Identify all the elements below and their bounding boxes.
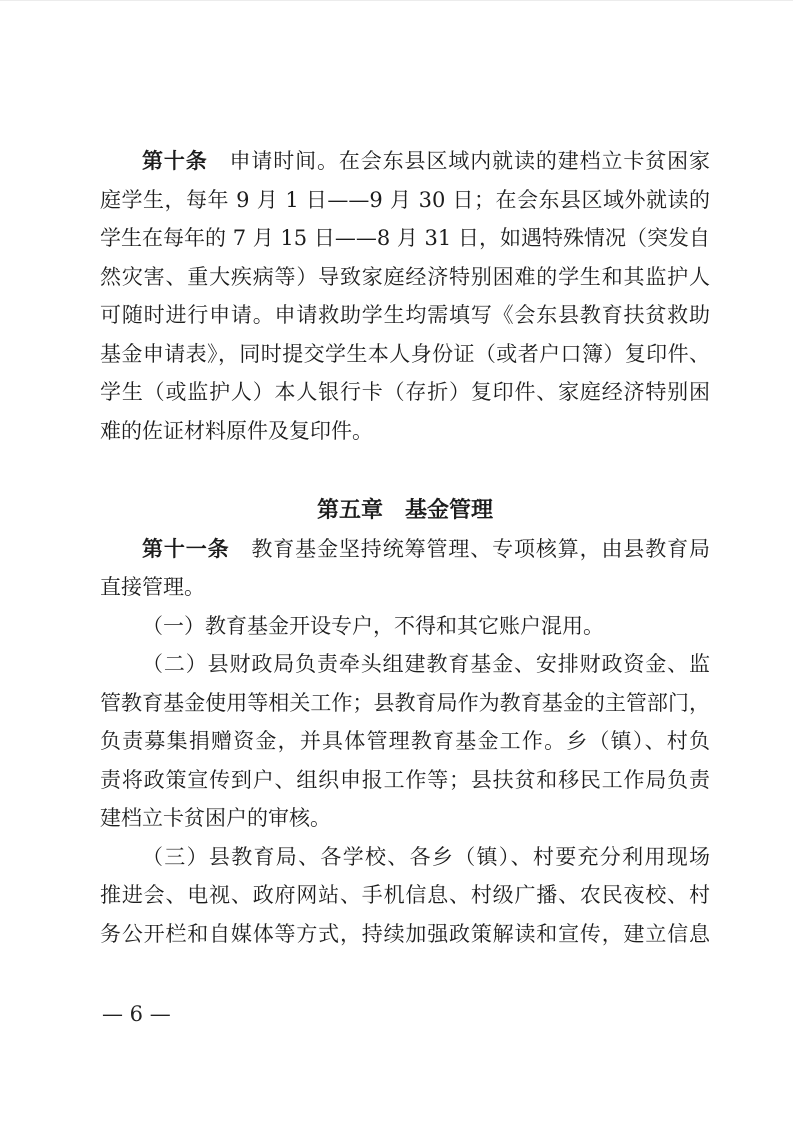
page-number [102, 1002, 171, 1027]
item-3-line: 推进会、电视、政府网站、手机信息、村级广播、农民夜校、村 [100, 883, 710, 907]
article-11-number: 第十一条 [142, 535, 230, 561]
item-2-line: 责将政策宣传到户、组织申报工作等；县扶贫和移民工作局负责 [100, 767, 710, 792]
article-10-line: 学生（或监护人）本人银行卡（存折）复印件、家庭经济特别困 [100, 380, 710, 404]
item-3-line: （三）县教育局、各学校、各乡（镇）、村要充分利用现场 [142, 844, 710, 869]
item-2-line: （二）县财政局负责牵头组建教育基金、安排财政资金、监 [142, 652, 710, 676]
article-10-line: 庭学生，每年 9 月 1 日——9 月 30 日；在会东县区域外就读的 [100, 187, 710, 212]
page-number-label: — 6 — [102, 1002, 171, 1026]
article-10-line: 可随时进行申请。申请救助学生均需填写《会东县教育扶贫救助 [100, 303, 710, 327]
article-10-line: 学生在每年的 7 月 15 日——8 月 31 日，如遇特殊情况（突发自 [100, 226, 710, 250]
chapter-heading: 第五章 基金管理 [316, 497, 493, 523]
document-body [100, 142, 710, 953]
article-10-line: 然灾害、重大疾病等）导致家庭经济特别困难的学生和其监护人 [100, 264, 710, 289]
article-10-line [100, 142, 710, 181]
item-2-line: 建档立卡贫困户的审核。 [100, 806, 331, 830]
item-3-line: 务公开栏和自媒体等方式，持续加强政策解读和宣传，建立信息 [100, 921, 710, 946]
article-11-text: 教育基金坚持统筹管理、专项核算，由县教育局 [229, 536, 711, 561]
article-10-line: 难的佐证材料原件及复印件。 [100, 418, 373, 443]
item-1-line: （一）教育基金开设专户，不得和其它账户混用。 [142, 613, 604, 638]
item-2-line: 管教育基金使用等相关工作；县教育局作为教育基金的主管部门， [100, 690, 710, 715]
item-2-line: 负责募集捐赠资金，并具体管理教育基金工作。乡（镇）、村负 [100, 729, 710, 753]
article-11-line [100, 530, 710, 569]
article-10-text: 申请时间。在会东县区域内就读的建档立卡贫困家 [207, 149, 710, 173]
article-10-number: 第十条 [142, 148, 208, 173]
article-11-line: 直接管理。 [100, 575, 205, 599]
article-10-line: 基金申请表》，同时提交学生本人身份证（或者户口簿）复印件、 [100, 341, 710, 366]
